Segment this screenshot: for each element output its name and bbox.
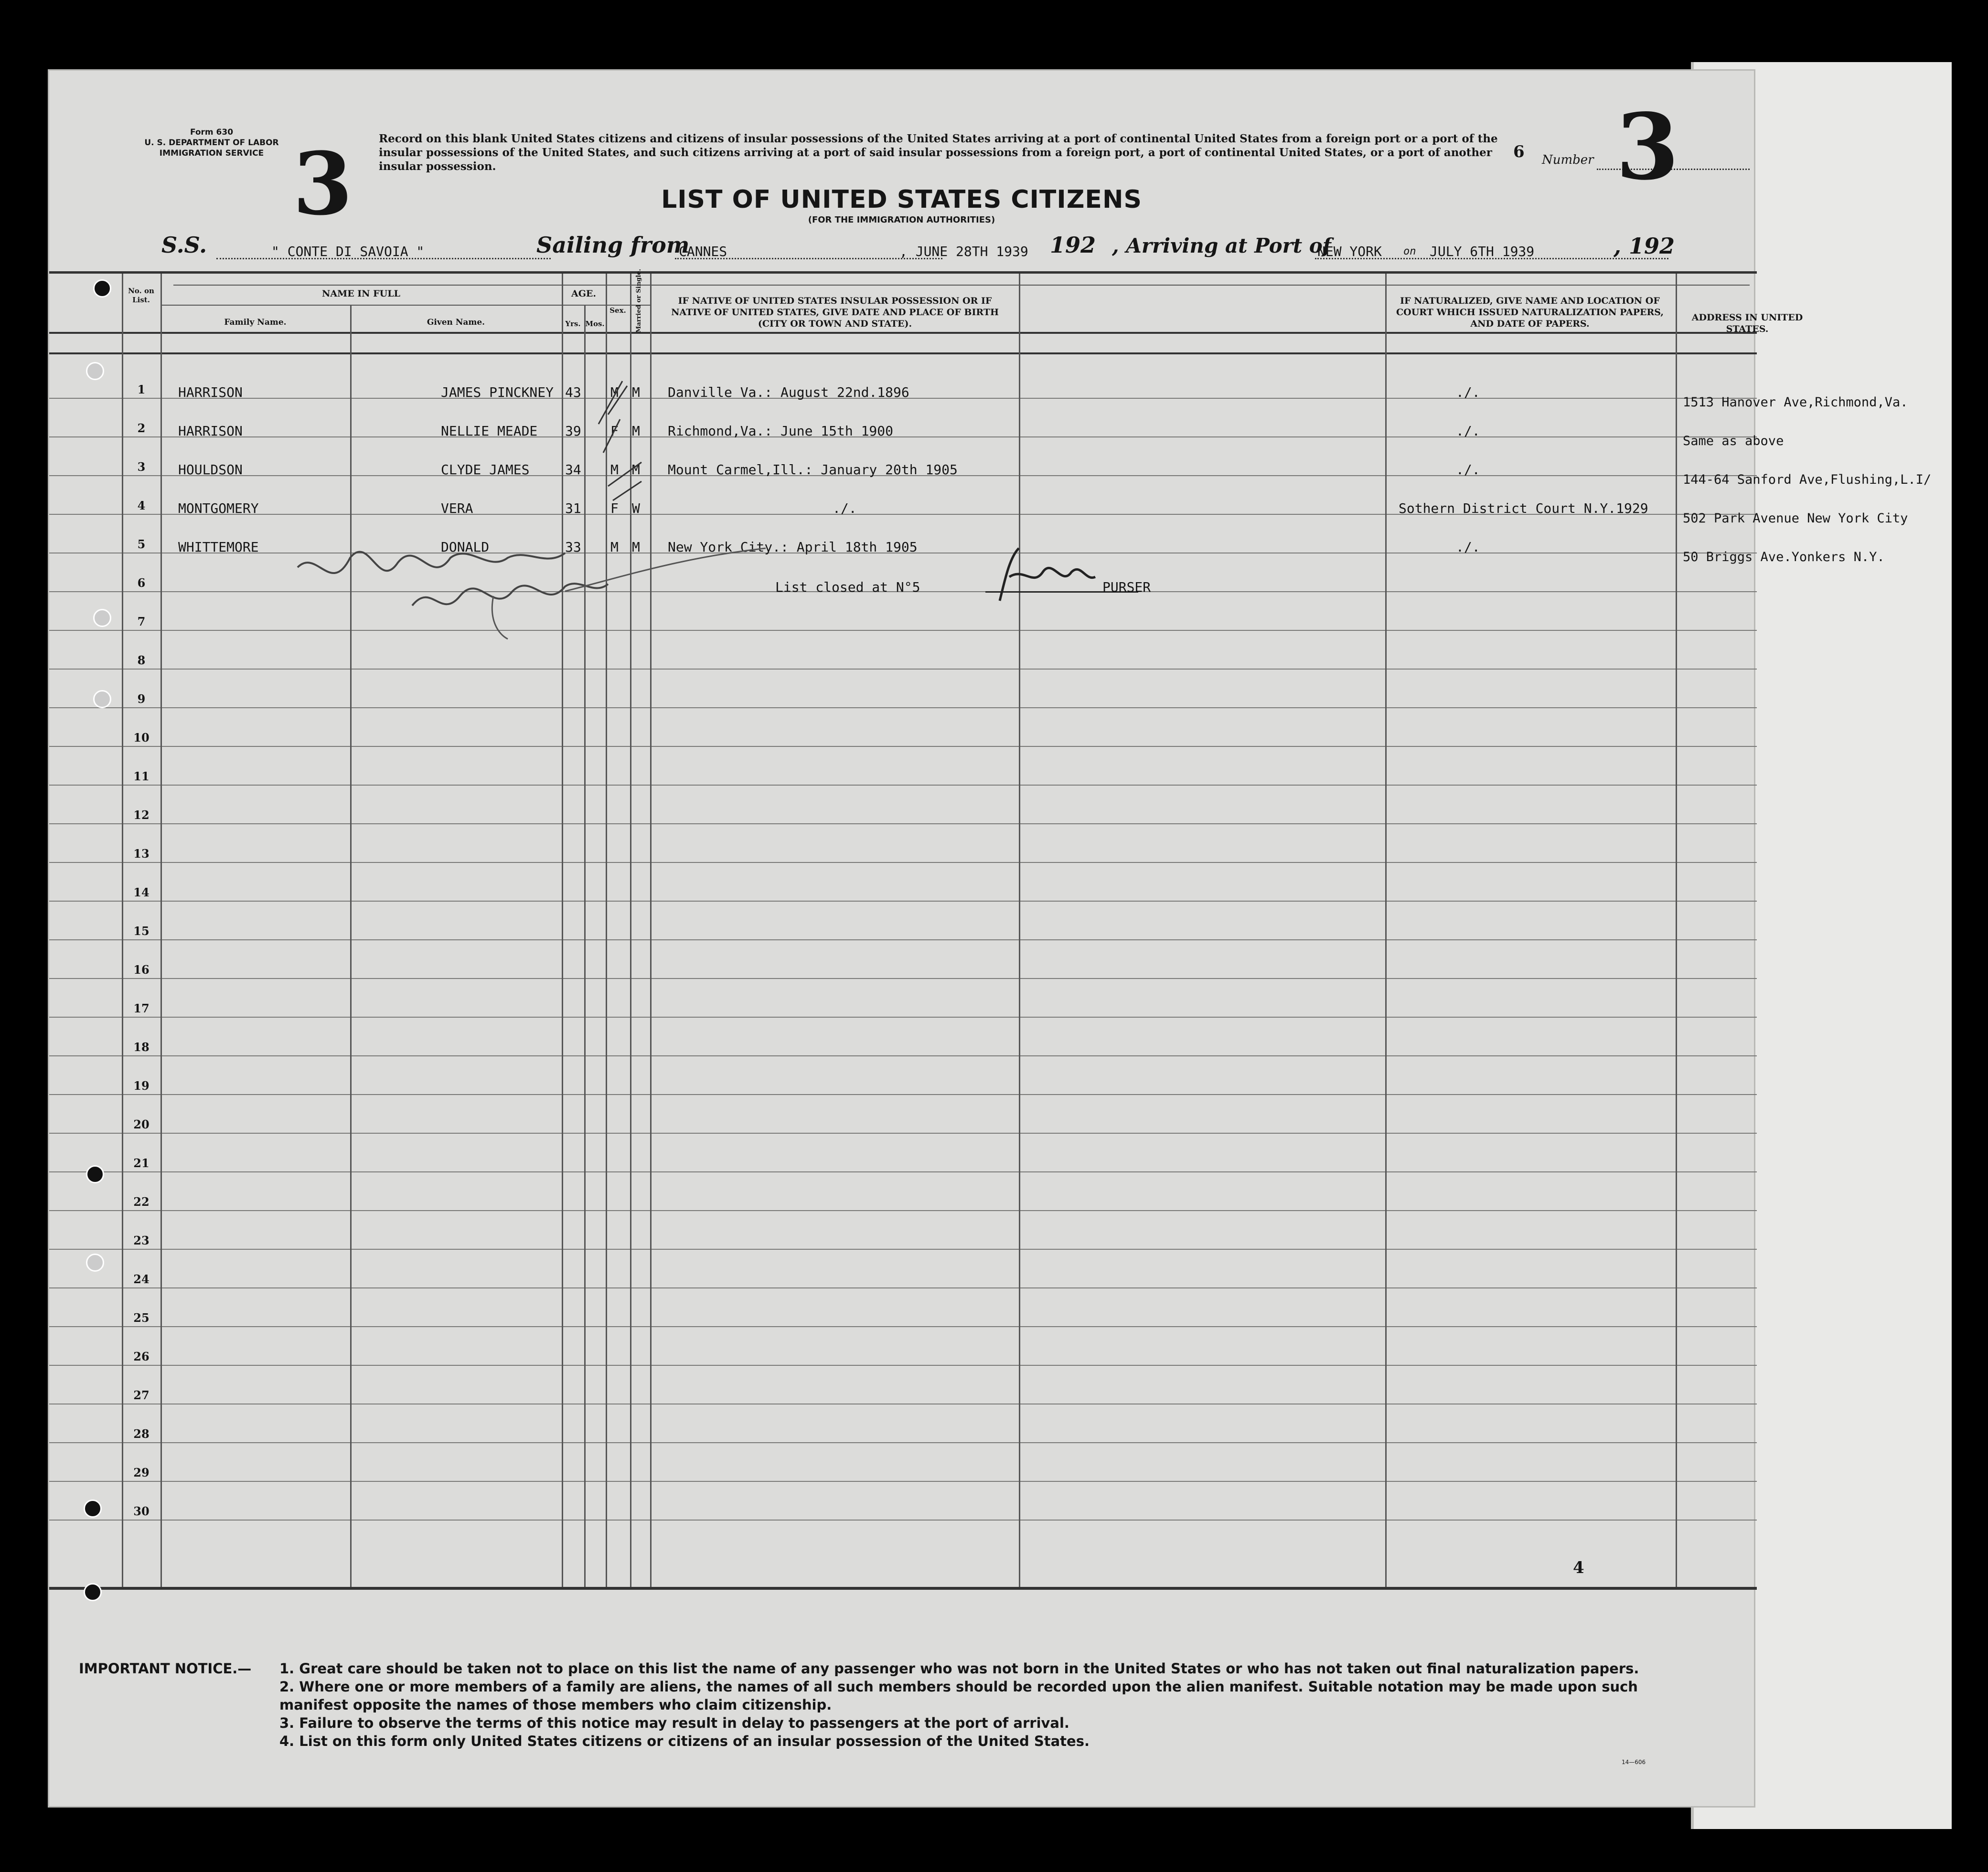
row-number: 19 — [133, 1079, 150, 1093]
col-divider-nat — [1385, 274, 1387, 1587]
ship-name: " CONTE DI SAVOIA " — [271, 244, 425, 259]
row-number: 14 — [133, 885, 150, 899]
cell-yrs: 43 — [565, 384, 581, 400]
notice-item: 3. Failure to observe the terms of this notice may result in delay to passengers at the port of arrival. — [279, 1715, 1069, 1731]
department-name: U. S. DEPARTMENT OF LABOR — [144, 138, 279, 148]
row-number: 3 — [137, 460, 146, 474]
col-header-sex: Sex. — [609, 306, 626, 315]
row-number: 27 — [133, 1388, 150, 1402]
punch-hole — [93, 279, 111, 298]
punch-hole — [86, 1165, 104, 1183]
cell-nat: ./. — [1456, 462, 1480, 478]
ruled-line — [49, 1249, 1757, 1250]
cell-sex: M — [610, 384, 619, 400]
cell-family: HARRISON — [178, 423, 243, 439]
list-closed-text: List closed at N°5 — [775, 579, 920, 595]
ruled-line — [49, 1017, 1757, 1018]
cell-given: VERA — [441, 500, 473, 516]
cell-birth: Danville Va.: August 22nd.1896 — [668, 384, 909, 400]
ruled-line — [49, 1094, 1757, 1095]
row-number: 5 — [137, 537, 146, 551]
row-number: 22 — [133, 1195, 150, 1209]
cell-nat: ./. — [1456, 423, 1480, 439]
cell-sex: F — [610, 500, 619, 516]
cell-address: 144-64 Sanford Ave,Flushing,L.I/ — [1683, 472, 1932, 487]
purser-label: PURSER — [1102, 579, 1151, 595]
cell-yrs: 34 — [565, 462, 581, 478]
arrival-port: NEW YORK — [1317, 244, 1382, 259]
handwritten-signature — [288, 539, 837, 658]
ruled-line — [49, 746, 1757, 747]
page-title: LIST OF UNITED STATES CITIZENS — [661, 185, 1142, 214]
ruled-line — [49, 669, 1757, 670]
row-number: 7 — [137, 615, 146, 628]
notice-item: 2. Where one or more members of a family are aliens, the names of all such members should be recorded upon the alien manifest. Suitable notation may be made upon such manifest opposite the names of those members who claim citizenship. — [279, 1679, 1638, 1713]
col-divider-no — [160, 274, 162, 1587]
col-header-name-in-full: NAME IN FULL — [322, 288, 400, 299]
ss-label: S.S. — [161, 232, 207, 258]
cell-given: NELLIE MEADE — [441, 423, 538, 439]
list-number-right: 3 — [1616, 94, 1679, 200]
cell-nat: ./. — [1456, 539, 1480, 555]
col-divider-left — [122, 274, 123, 1587]
row-number: 1 — [137, 383, 146, 396]
col-divider-family — [350, 305, 352, 1587]
cell-birth: Richmond,Va.: June 15th 1900 — [668, 423, 894, 439]
cell-family: HOULDSON — [178, 462, 243, 478]
col-header-no: No. on List. — [128, 287, 154, 304]
col-divider-given — [562, 274, 563, 1587]
year-print-2: , 192 — [1614, 233, 1675, 259]
ruled-line — [49, 901, 1757, 902]
cell-ms: M — [632, 384, 640, 400]
row-number: 15 — [133, 924, 150, 938]
purser-signature — [981, 539, 1105, 610]
row-number: 9 — [137, 692, 146, 706]
row-number: 13 — [133, 847, 150, 861]
cell-family: HARRISON — [178, 384, 243, 400]
cell-given: CLYDE JAMES — [441, 462, 530, 478]
ruled-line — [49, 823, 1757, 824]
page-subtitle: (FOR THE IMMIGRATION AUTHORITIES) — [808, 215, 995, 225]
row-number: 4 — [137, 499, 146, 512]
row-number: 28 — [133, 1427, 150, 1441]
ruled-line — [49, 707, 1757, 708]
manifest-sheet — [48, 69, 1932, 1808]
ruled-line — [49, 1210, 1757, 1211]
ruled-line — [49, 1365, 1757, 1366]
row-number: 23 — [133, 1234, 150, 1247]
cell-yrs: 39 — [565, 423, 581, 439]
cell-nat: ./. — [1456, 384, 1480, 400]
notice-item: 1. Great care should be taken not to place on this list the name of any passenger who was not born in the United States or who has not taken out final naturalization papers. — [279, 1660, 1639, 1677]
table-bottom-border — [49, 1587, 1757, 1590]
header-bottom-border — [49, 332, 1757, 334]
cell-nat: Sothern District Court N.Y.1929 — [1399, 500, 1648, 516]
age-column-check-marks — [594, 376, 651, 577]
header-bottom-border-2 — [49, 352, 1757, 354]
row-number: 29 — [133, 1466, 150, 1479]
ruled-line — [49, 939, 1757, 940]
col-divider-address — [1676, 274, 1677, 1587]
ruled-line — [49, 1171, 1757, 1172]
sail-date: , JUNE 28TH 1939 — [899, 244, 1028, 259]
number-prefix: 6 — [1513, 142, 1525, 161]
cell-address: 502 Park Avenue New York City — [1683, 511, 1908, 526]
row-number: 21 — [133, 1156, 150, 1170]
ruled-line — [49, 1442, 1757, 1443]
cell-ms: M — [632, 423, 640, 439]
number-label: Number — [1542, 153, 1594, 167]
cell-birth: Mount Carmel,Ill.: January 20th 1905 — [668, 462, 958, 478]
cell-birth: ./. — [833, 500, 857, 516]
row-number: 20 — [133, 1117, 150, 1131]
page-count: 4 — [1573, 1558, 1584, 1577]
cell-address: 1513 Hanover Ave,Richmond,Va. — [1683, 395, 1908, 410]
col-divider-birth — [1019, 274, 1020, 1587]
col-header-naturalized: IF NATURALIZED, GIVE NAME AND LOCATION OF COURT WHICH ISSUED NATURALIZATION PAPERS, AND DATE OF PAPERS. — [1396, 296, 1664, 329]
punch-hole — [86, 1254, 104, 1272]
on-label: on — [1403, 245, 1416, 257]
col-header-yrs: Yrs. — [565, 319, 581, 328]
punch-hole — [84, 1583, 102, 1601]
cell-given: DONALD — [441, 539, 490, 555]
ruled-line — [49, 1520, 1757, 1521]
arriving-label: , Arriving at Port of — [1112, 234, 1331, 257]
cell-family: MONTGOMERY — [178, 500, 259, 516]
ruled-line — [49, 1481, 1757, 1482]
col-header-address: ADDRESS IN UNITED STATES. — [1691, 312, 1803, 334]
ruled-line — [49, 1133, 1757, 1134]
cell-ms: M — [632, 462, 640, 478]
cell-sex: M — [610, 539, 619, 555]
notice-item: 4. List on this form only United States citizens or citizens of an insular possession of the United States. — [279, 1733, 1090, 1749]
form-header — [140, 127, 283, 159]
row-number: 8 — [137, 653, 146, 667]
cell-address: 50 Briggs Ave.Yonkers N.Y. — [1683, 550, 1885, 564]
name-age-subheader-line — [160, 305, 650, 306]
row-number: 24 — [133, 1272, 150, 1286]
col-divider-yrs — [584, 305, 586, 1587]
row-number: 25 — [133, 1311, 150, 1325]
col-header-mos: Mos. — [585, 319, 605, 328]
ruled-line — [49, 862, 1757, 863]
cell-sex: M — [610, 462, 619, 478]
sailing-label: Sailing from — [536, 232, 690, 258]
cell-ms: M — [632, 539, 640, 555]
cell-birth: New York City.: April 18th 1905 — [668, 539, 918, 555]
punch-hole — [84, 1500, 102, 1518]
row-number: 11 — [133, 769, 150, 783]
list-number-left: 3 — [293, 134, 353, 234]
row-number: 2 — [137, 421, 146, 435]
ruled-line — [49, 1287, 1757, 1288]
row-number: 6 — [137, 576, 146, 590]
row-number: 12 — [133, 808, 150, 822]
table-top-border — [49, 271, 1757, 274]
row-number: 16 — [133, 963, 150, 977]
row-number: 26 — [133, 1350, 150, 1363]
punch-hole — [86, 362, 104, 380]
ruled-line — [49, 436, 1757, 437]
cell-sex: F — [610, 423, 619, 439]
col-header-birth: IF NATIVE OF UNITED STATES INSULAR POSSESSION OR IF NATIVE OF UNITED STATES, GIVE DATE AND PLACE OF BIRTH (CITY OR TOWN AND STATE). — [671, 296, 999, 329]
print-code: 14—606 — [1622, 1759, 1646, 1766]
cell-yrs: 33 — [565, 539, 581, 555]
service-name: IMMIGRATION SERVICE — [159, 149, 264, 158]
punch-hole — [93, 609, 111, 627]
table-top-inner — [173, 285, 1750, 286]
record-note: Record on this blank United States citizens and citizens of insular possessions of the United States arriving at a port of continental United States from a foreign port or a port of the insular possessions of the United States, and such citizens arriving at a port of said insular possessions from a foreign port, a port of continental United States, or a port of another insular possession. — [379, 132, 1498, 173]
cell-address: Same as above — [1683, 434, 1784, 448]
col-header-age: AGE. — [571, 288, 597, 299]
col-header-family-name: Family Name. — [224, 318, 287, 327]
row-number: 10 — [133, 731, 150, 745]
cell-ms: W — [632, 500, 640, 516]
ruled-line — [49, 1055, 1757, 1056]
cell-given: JAMES PINCKNEY — [441, 384, 554, 400]
ruled-line — [49, 1326, 1757, 1327]
ruled-line — [49, 785, 1757, 786]
year-print-1: 192 — [1050, 232, 1096, 258]
cell-family: WHITTEMORE — [178, 539, 259, 555]
arrival-date: JULY 6TH 1939 — [1430, 244, 1535, 259]
from-port: CANNES — [679, 244, 727, 259]
ruled-line — [49, 978, 1757, 979]
col-header-married: Married or Single. — [635, 269, 642, 333]
row-number: 18 — [133, 1040, 150, 1054]
punch-hole — [93, 690, 111, 708]
row-number: 30 — [133, 1504, 150, 1518]
col-header-given-name: Given Name. — [427, 318, 485, 327]
form-number: Form 630 — [190, 128, 234, 137]
cell-yrs: 31 — [565, 500, 581, 516]
notice-lead: IMPORTANT NOTICE.— — [79, 1660, 252, 1677]
row-number: 17 — [133, 1001, 150, 1015]
